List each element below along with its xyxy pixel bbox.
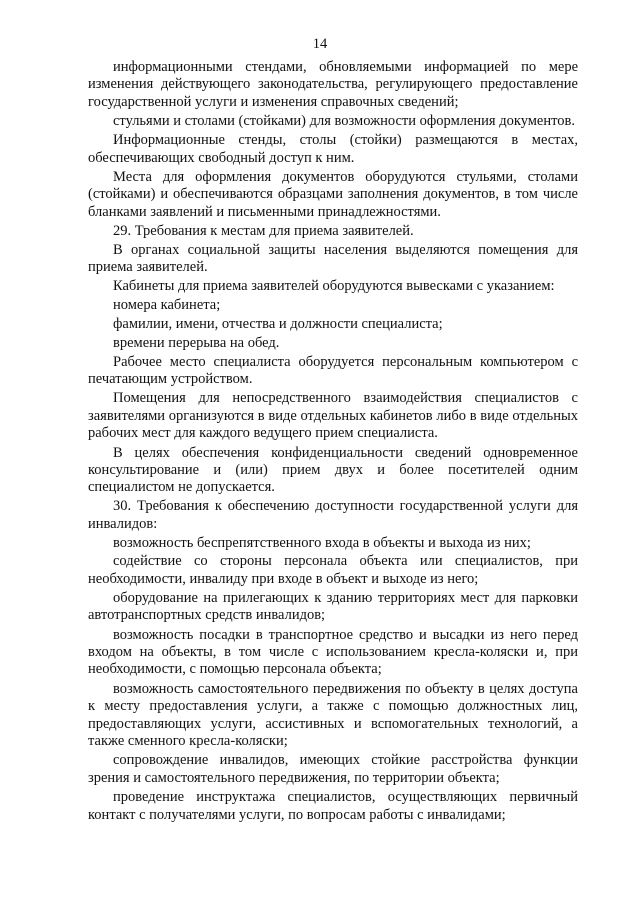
section-30-heading: 30. Требования к обеспечению доступности государственной услуги для инвалидов:: [88, 498, 578, 532]
list-item-parking: оборудование на прилегающих к зданию территориях мест для парковки автотранспортных средств инвалидов;: [88, 589, 578, 624]
document-body: [88, 59, 578, 826]
paragraph-cabinet-signs: Кабинеты для приема заявителей оборудуются вывесками с указанием:: [113, 277, 555, 294]
list-item-free-entry: возможность беспрепятственного входа в объекты и выхода из них;: [113, 534, 531, 551]
list-item-specialist-name: фамилии, имени, отчества и должности специалиста;: [113, 315, 443, 332]
paragraph-workplace: Рабочее место специалиста оборудуется персональным компьютером с печатающим устройством.: [88, 353, 578, 387]
page-number: 14: [312, 36, 328, 52]
list-item-independent-movement: возможность самостоятельного передвижения по объекту в целях доступа к месту предоставления услуги, а также с помощью должностных лиц, предоставляющих услуги, ассистивных и вспомогательных технологий, а также сменного кресла-коляски;: [88, 680, 578, 750]
list-item-escort: сопровождение инвалидов, имеющих стойкие расстройства функции зрения и самостоятельного передвижения, по территории объекта;: [88, 752, 578, 786]
paragraph-stands-placement: Информационные стенды, столы (стойки) размещаются в местах, обеспечивающих свободный доступ к ним.: [88, 132, 578, 166]
paragraph-interaction-rooms: Помещения для непосредственного взаимодействия специалистов с заявителями организуются в виде отдельных кабинетов либо в виде отдельных рабочих мест для каждого ведущего прием специалиста.: [88, 390, 578, 442]
paragraph-reception-rooms: В органах социальной защиты населения выделяются помещения для приема заявителей.: [88, 241, 578, 275]
list-item-staff-assistance: содействие со стороны персонала объекта или специалистов, при необходимости, инвалиду при входе в объект и выходе из него;: [88, 553, 578, 587]
list-item-cabinet-number: номера кабинета;: [113, 296, 221, 313]
list-item-transport-boarding: возможность посадки в транспортное средство и высадки из него перед входом на объекты, в том числе с использованием кресла-коляски и, при необходимости, с помощью персонала объекта;: [88, 626, 578, 678]
paragraph-document-places: Места для оформления документов оборудуются стульями, столами (стойками) и обеспечиваются образцами заполнения документов, в том числе бланками заявлений и письменными принадлежностями.: [88, 168, 578, 220]
paragraph-info-stands: информационными стендами, обновляемыми информацией по мере изменения действующего законодательства, регулирующего предоставление государственной услуги и изменения справочных сведений;: [88, 59, 578, 110]
section-29-heading: 29. Требования к местам для приема заявителей.: [113, 222, 414, 239]
paragraph-chairs-tables: стульями и столами (стойками) для возможности оформления документов.: [113, 112, 575, 129]
list-item-staff-briefing: проведение инструктажа специалистов, осуществляющих первичный контакт с получателями услуги, по вопросам работы с инвалидами;: [88, 789, 578, 823]
paragraph-confidentiality: В целях обеспечения конфиденциальности сведений одновременное консультирование и (или) прием двух и более посетителей одним специалистом не допускается.: [88, 444, 578, 496]
list-item-lunch-break: времени перерыва на обед.: [113, 334, 280, 351]
